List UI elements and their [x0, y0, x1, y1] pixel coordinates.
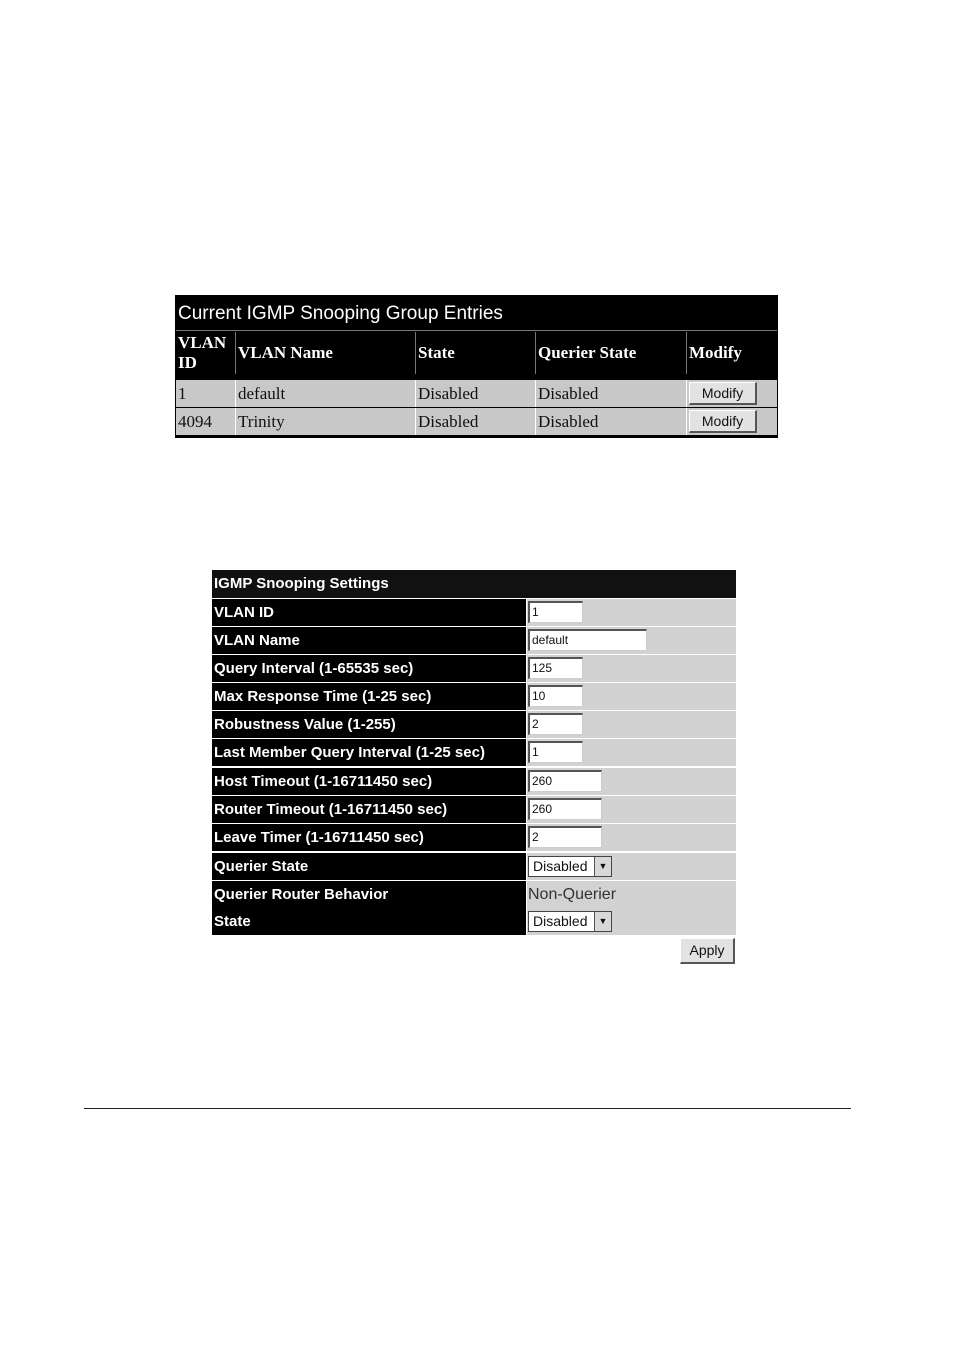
form-title: IGMP Snooping Settings — [212, 570, 736, 598]
column-header-vlan-name: VLAN Name — [235, 332, 415, 374]
table-row — [176, 380, 777, 407]
dropdown-arrow-icon[interactable]: ▼ — [594, 912, 611, 931]
column-header-vlan-id-line1: VLAN — [178, 333, 227, 352]
querier-state-cell: Disabled — [535, 408, 686, 435]
vlan-name-cell: Trinity — [235, 408, 415, 435]
querier-state-select[interactable] — [528, 856, 612, 877]
robustness-value-label: Robustness Value (1-255) — [212, 711, 526, 738]
column-header-querier-state: Querier State — [535, 332, 686, 374]
vlan-id-cell: 4094 — [178, 412, 212, 431]
state-selected: Disabled — [533, 913, 588, 929]
robustness-value-field[interactable]: 2 — [528, 713, 583, 735]
vlan-name-field[interactable]: default — [528, 629, 647, 651]
query-interval-row — [212, 655, 736, 682]
host-timeout-row — [212, 768, 736, 795]
dropdown-arrow-icon[interactable]: ▼ — [594, 857, 611, 876]
modify-cell — [686, 408, 777, 435]
modify-cell — [686, 380, 777, 407]
host-timeout-label: Host Timeout (1-16711450 sec) — [212, 768, 526, 795]
leave-timer-field[interactable]: 2 — [528, 826, 602, 848]
modify-button[interactable]: Modify — [689, 382, 757, 405]
host-timeout-field[interactable]: 260 — [528, 770, 602, 792]
state-cell: Disabled — [415, 408, 535, 435]
table-header-row — [176, 332, 777, 374]
state-cell: Disabled — [415, 380, 535, 407]
vlan-name-cell: default — [235, 380, 415, 407]
robustness-value-row — [212, 711, 736, 738]
last-member-query-interval-field[interactable]: 1 — [528, 741, 583, 763]
igmp-group-entries-table — [175, 295, 778, 438]
max-response-time-row — [212, 683, 736, 710]
querier-router-behavior-row — [212, 881, 736, 908]
router-timeout-label: Router Timeout (1-16711450 sec) — [212, 796, 526, 823]
querier-state-row — [212, 853, 736, 880]
apply-button[interactable]: Apply — [680, 938, 735, 964]
querier-router-behavior-label: Querier Router Behavior — [212, 881, 526, 908]
page-divider — [84, 1108, 851, 1109]
vlan-id-cell: 1 — [178, 384, 187, 403]
leave-timer-label: Leave Timer (1-16711450 sec) — [212, 824, 526, 851]
query-interval-field[interactable]: 125 — [528, 657, 583, 679]
vlan-id-row — [212, 599, 736, 626]
vlan-name-row — [212, 627, 736, 654]
vlan-id-field[interactable]: 1 — [528, 601, 583, 623]
leave-timer-row — [212, 824, 736, 851]
max-response-time-label: Max Response Time (1-25 sec) — [212, 683, 526, 710]
state-select[interactable] — [528, 911, 612, 932]
table-row — [176, 408, 777, 435]
last-member-query-interval-label: Last Member Query Interval (1-25 sec) — [212, 739, 526, 766]
query-interval-label: Query Interval (1-65535 sec) — [212, 655, 526, 682]
max-response-time-field[interactable]: 10 — [528, 685, 583, 707]
querier-router-behavior-value: Non-Querier — [528, 886, 617, 903]
querier-state-selected: Disabled — [533, 858, 588, 874]
router-timeout-field[interactable]: 260 — [528, 798, 602, 820]
column-header-vlan-id-line2: ID — [178, 353, 197, 372]
column-header-vlan-id — [176, 332, 235, 374]
vlan-name-label: VLAN Name — [212, 627, 526, 654]
column-header-modify: Modify — [686, 332, 777, 374]
vlan-id-label: VLAN ID — [212, 599, 526, 626]
router-timeout-row — [212, 796, 736, 823]
state-label: State — [212, 908, 526, 935]
state-row — [212, 908, 736, 935]
last-member-query-interval-row — [212, 739, 736, 766]
modify-button[interactable]: Modify — [689, 410, 757, 433]
column-header-state: State — [415, 332, 535, 374]
querier-state-cell: Disabled — [535, 380, 686, 407]
table-title: Current IGMP Snooping Group Entries — [176, 296, 777, 331]
querier-state-label: Querier State — [212, 853, 526, 880]
